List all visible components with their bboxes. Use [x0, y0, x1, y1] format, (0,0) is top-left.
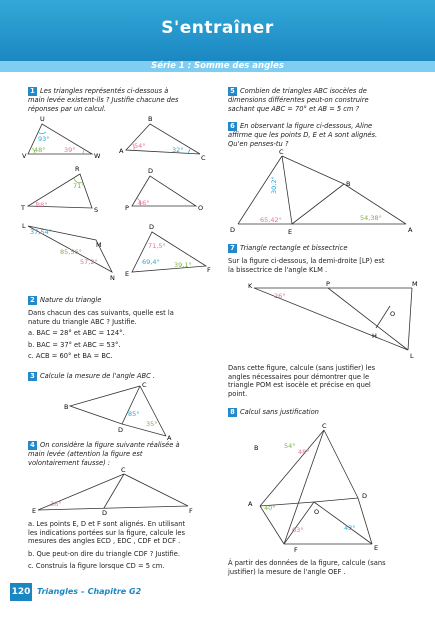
exercise-text: Les triangles représentés ci-dessous à: [40, 87, 169, 95]
svg-text:38°: 38°: [36, 201, 48, 209]
ex3-figure: [40, 380, 210, 440]
svg-text:D: D: [149, 223, 155, 231]
svg-text:D: D: [230, 226, 236, 234]
ex1-figures: [21, 112, 211, 282]
svg-text:71°: 71°: [73, 182, 85, 190]
svg-text:M: M: [412, 280, 418, 288]
exercise-text: nature du triangle ABC ? Justifie.: [28, 317, 137, 326]
exercise-6: [228, 122, 418, 148]
exercise-7: [228, 244, 418, 274]
exercise-text: sachant que ABC = 70° et AB = 5 cm ?: [228, 104, 360, 113]
svg-text:L: L: [410, 352, 414, 360]
exercise-4-questions: [28, 520, 208, 571]
exercise-text: main levée existent-ils ? Justifie chacune des: [28, 96, 179, 104]
exercise-number: 2: [28, 296, 37, 305]
exercise-text: point.: [228, 389, 248, 398]
series-title: Série 1 : Somme des angles: [151, 61, 284, 71]
ex7-figure: [230, 280, 420, 360]
svg-text:R: R: [75, 165, 80, 173]
svg-text:E: E: [125, 270, 130, 278]
svg-text:F: F: [189, 507, 193, 515]
exercise-2: [28, 296, 208, 361]
label-U: U: [40, 115, 45, 123]
page-number: 120: [10, 583, 32, 601]
svg-text:57,2°: 57,2°: [80, 258, 98, 266]
svg-text:32°: 32°: [172, 146, 184, 154]
svg-text:B: B: [254, 444, 259, 452]
svg-text:85,56°: 85,56°: [60, 248, 82, 256]
svg-text:40°: 40°: [264, 504, 276, 512]
svg-text:63°: 63°: [292, 526, 304, 534]
svg-text:69,4°: 69,4°: [142, 258, 160, 266]
exercise-item: c. Construis la figure lorsque CD = 5 cm.: [28, 562, 165, 571]
exercise-text: À partir des données de la figure, calcule (sans: [228, 559, 386, 567]
svg-text:36°: 36°: [50, 500, 62, 508]
svg-text:30,2°: 30,2°: [270, 176, 278, 194]
svg-text:C: C: [201, 154, 206, 162]
exercise-text: la bissectrice de l'angle KLM .: [228, 265, 328, 274]
svg-text:S: S: [94, 206, 99, 214]
exercise-number: 4: [28, 441, 37, 450]
exercise-1: [28, 87, 208, 113]
exercise-text: On considère la figure suivante réalisée à: [40, 441, 180, 449]
svg-text:48°: 48°: [298, 448, 310, 456]
exercise-8: [228, 408, 418, 417]
svg-text:F: F: [207, 266, 211, 274]
svg-text:O: O: [198, 204, 204, 212]
svg-text:C: C: [279, 148, 284, 156]
ex4-figure: [32, 466, 204, 517]
exercise-text: affirme que les points D, E et A sont alignés.: [228, 131, 378, 139]
exercise-item: a. Les points E, D et F sont alignés. En utilisant: [28, 520, 186, 528]
svg-text:D: D: [118, 426, 124, 434]
header-banner: [0, 0, 435, 62]
chapter-label: Triangles – Chapitre G2: [37, 587, 142, 596]
svg-text:39,1°: 39,1°: [174, 261, 192, 269]
svg-text:26°: 26°: [274, 292, 286, 300]
exercise-text: dimensions différentes peut-on construire: [228, 96, 369, 104]
ex8-figure: [230, 420, 420, 554]
exercise-number: 8: [228, 408, 237, 417]
svg-text:E: E: [374, 544, 379, 552]
svg-text:C: C: [142, 381, 147, 389]
svg-text:D: D: [362, 492, 368, 500]
svg-text:54°: 54°: [134, 142, 146, 150]
exercise-7-questions: [228, 364, 418, 398]
svg-text:O: O: [314, 508, 320, 516]
svg-text:E: E: [32, 507, 37, 515]
exercise-title: Nature du triangle: [40, 296, 102, 304]
exercise-item: b. BAC = 37° et ABC = 53°.: [28, 340, 121, 349]
exercise-item: mesures des angles ECD , EDC , CDF et DCF .: [28, 537, 181, 546]
exercise-text: Dans cette figure, calcule (sans justifier) les: [228, 364, 376, 372]
svg-text:K: K: [248, 282, 253, 290]
exercise-text: justifier) la mesure de l'angle OEF .: [228, 567, 346, 576]
exercise-text: Combien de triangles ABC isocèles de: [240, 87, 367, 95]
footer: [10, 583, 210, 601]
exercise-text: Qu'en penses-tu ?: [228, 139, 289, 148]
ex6-figure: [230, 148, 420, 238]
svg-text:37,54°: 37,54°: [30, 228, 52, 236]
svg-text:65,42°: 65,42°: [260, 216, 282, 224]
svg-text:D: D: [148, 167, 154, 175]
exercise-item: c. ACB = 60° et BA = BC.: [28, 352, 113, 361]
svg-text:F: F: [294, 546, 298, 554]
svg-text:A: A: [167, 434, 172, 442]
svg-text:B: B: [346, 180, 351, 188]
exercise-number: 6: [228, 122, 237, 131]
svg-text:35°: 35°: [146, 420, 158, 428]
label-W: W: [94, 152, 101, 160]
svg-text:39°: 39°: [64, 146, 76, 154]
svg-text:E: E: [288, 228, 293, 236]
svg-text:71,5°: 71,5°: [148, 242, 166, 250]
svg-text:C: C: [121, 466, 126, 474]
series-bar: [0, 61, 435, 72]
svg-text:B: B: [64, 403, 69, 411]
svg-text:A: A: [119, 147, 124, 155]
svg-text:54,38°: 54,38°: [360, 214, 382, 222]
svg-text:93°: 93°: [38, 135, 50, 143]
svg-text:46°: 46°: [138, 199, 150, 207]
svg-text:M: M: [96, 241, 102, 249]
svg-text:N: N: [110, 274, 115, 282]
exercise-text: En observant la figure ci-dessous, Aline: [240, 122, 373, 130]
svg-text:54°: 54°: [284, 442, 296, 450]
svg-text:C: C: [322, 422, 327, 430]
svg-text:A: A: [408, 226, 413, 234]
svg-text:L: L: [22, 222, 26, 230]
exercise-text: Sur la figure ci-dessous, la demi-droite [LP) est: [228, 257, 385, 265]
svg-text:P: P: [125, 204, 129, 212]
svg-text:O: O: [390, 310, 396, 318]
exercise-text: angles nécessaires pour démontrer que le: [228, 372, 370, 381]
svg-text:48°: 48°: [34, 146, 46, 154]
exercise-number: 3: [28, 372, 37, 381]
exercise-title: Calcul sans justification: [240, 408, 319, 416]
exercise-number: 7: [228, 244, 237, 253]
exercise-title: Triangle rectangle et bissectrice: [240, 244, 348, 252]
exercise-number: 1: [28, 87, 37, 96]
exercise-4: [28, 441, 208, 467]
svg-text:85°: 85°: [128, 410, 140, 418]
svg-text:H: H: [372, 332, 377, 340]
svg-text:T: T: [21, 204, 25, 212]
exercise-item: les indications portées sur la figure, calcule les: [28, 528, 185, 537]
svg-text:B: B: [148, 115, 153, 123]
exercise-text: main levée (attention la figure est: [28, 450, 143, 458]
exercise-item: a. BAC = 28° et ABC = 124°.: [28, 329, 125, 338]
exercise-8-questions: [228, 559, 418, 576]
exercise-text: Dans chacun des cas suivants, quelle est la: [28, 309, 174, 317]
svg-text:P: P: [326, 280, 330, 288]
exercise-text: réponses par un calcul.: [28, 104, 107, 113]
svg-text:43°: 43°: [344, 524, 356, 532]
exercise-number: 5: [228, 87, 237, 96]
exercise-item: b. Que peut-on dire du triangle CDF ? Justifie.: [28, 549, 181, 558]
page-title: S'entraîner: [161, 18, 274, 38]
exercise-text: Calcule la mesure de l'angle ABC .: [40, 372, 156, 380]
exercise-text: triangle POM est isocèle et précise en quel: [228, 381, 371, 390]
exercise-5: [228, 87, 418, 113]
exercise-text: volontairement fausse) :: [28, 458, 111, 467]
label-V: V: [22, 152, 27, 160]
svg-text:D: D: [102, 509, 108, 517]
svg-text:A: A: [248, 500, 253, 508]
